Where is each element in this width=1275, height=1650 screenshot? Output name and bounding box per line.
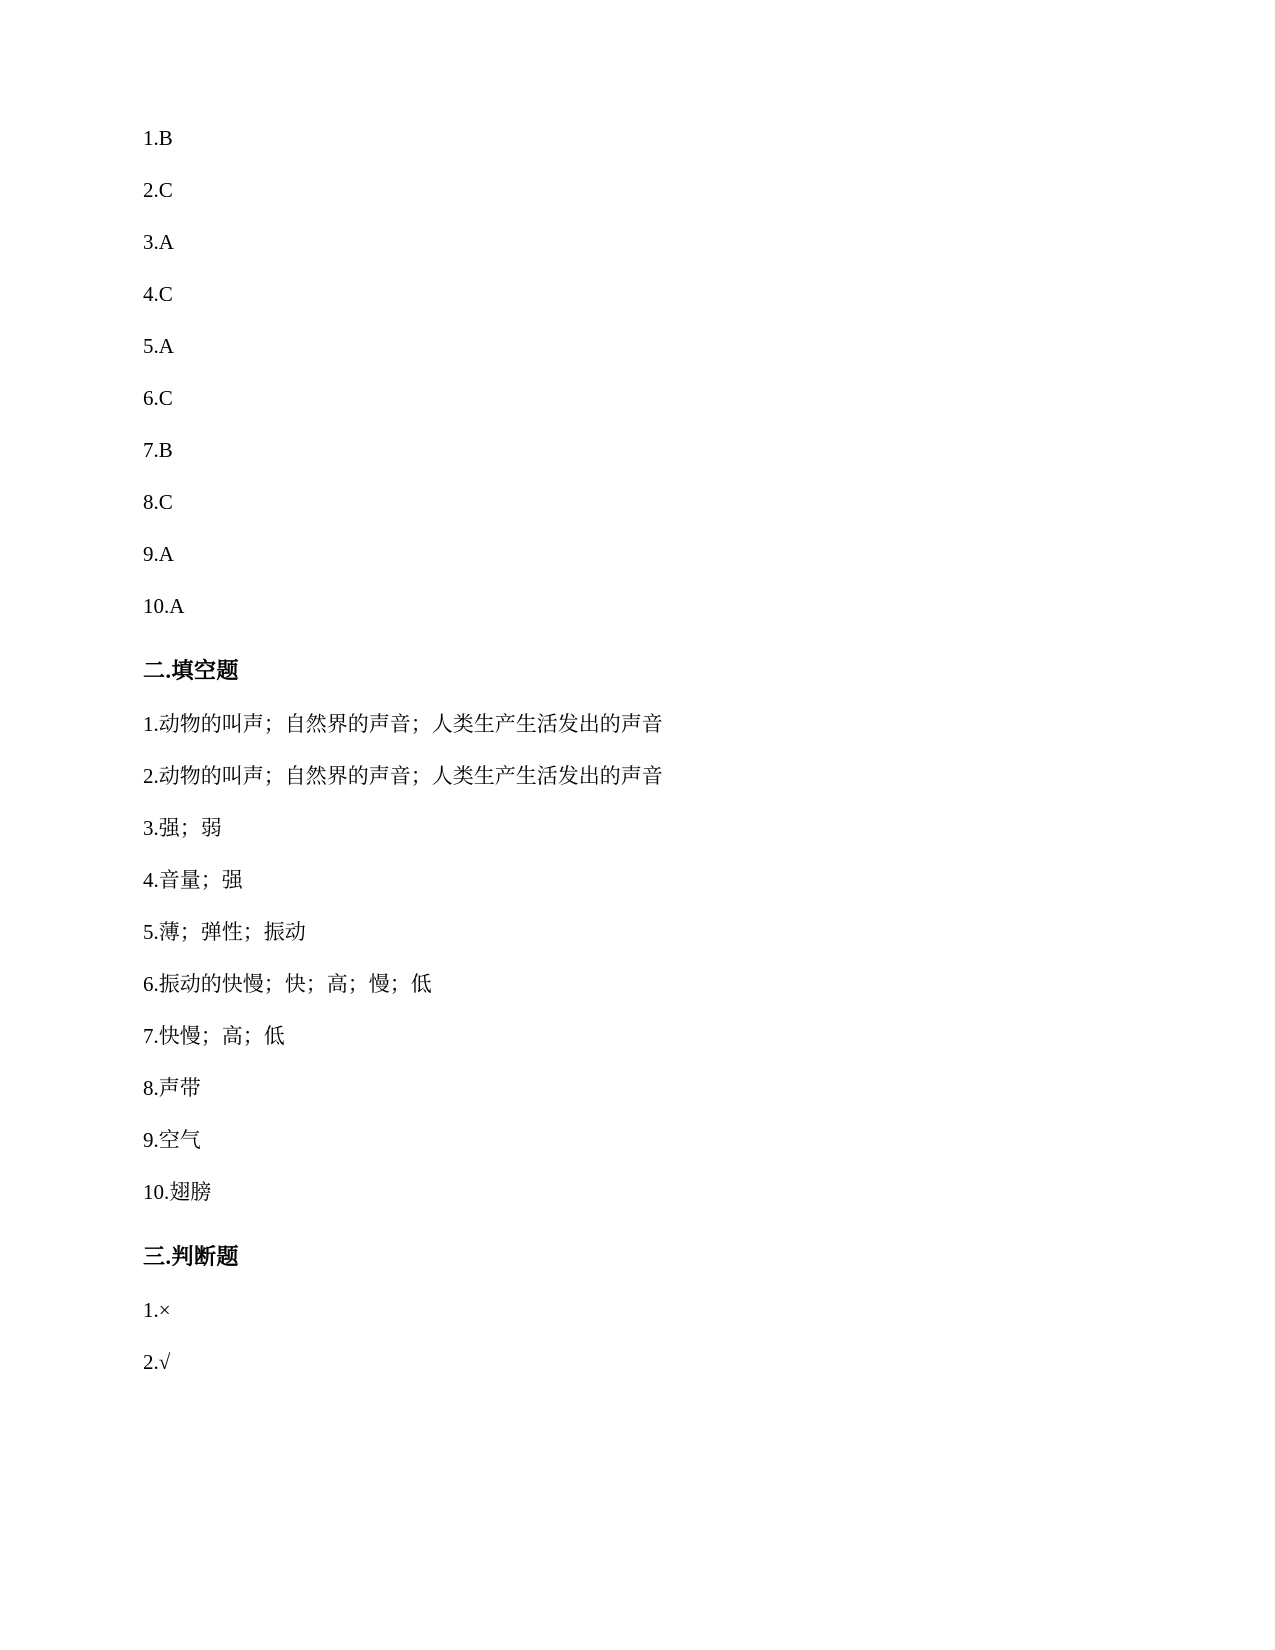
answer-line: 1.动物的叫声；自然界的声音；人类生产生活发出的声音: [143, 712, 663, 736]
answer-line: 4.音量；强: [143, 868, 243, 892]
answer-line: 7.B: [143, 438, 173, 462]
fill-in-blank-answers-block: [143, 714, 1125, 1203]
answer-line: 3.A: [143, 230, 174, 254]
answer-line: 2.C: [143, 178, 173, 202]
section-heading-true-false: 三.判断题: [143, 1244, 240, 1269]
answer-line: 6.振动的快慢；快；高；慢；低: [143, 972, 432, 996]
answer-line: 8.声带: [143, 1076, 201, 1100]
answer-line: 10.A: [143, 594, 185, 618]
true-false-answers-block: [143, 1300, 1125, 1373]
answer-line: 1.×: [143, 1298, 171, 1322]
answer-line: 6.C: [143, 386, 173, 410]
answer-line: 7.快慢；高；低: [143, 1024, 285, 1048]
answer-line: 10.翅膀: [143, 1180, 212, 1204]
answer-line: 5.A: [143, 334, 174, 358]
answer-line: 5.薄；弹性；振动: [143, 920, 306, 944]
answer-line: 2.动物的叫声；自然界的声音；人类生产生活发出的声音: [143, 764, 663, 788]
spacer: [143, 648, 1125, 660]
section-heading-fill-in-blank: 二.填空题: [143, 658, 240, 683]
choice-answers-block: [143, 128, 1125, 617]
answer-line: 9.空气: [143, 1128, 201, 1152]
answer-line: 3.强；弱: [143, 816, 222, 840]
spacer: [143, 1234, 1125, 1246]
answer-line: 2.√: [143, 1350, 171, 1374]
answer-line: 9.A: [143, 542, 174, 566]
answer-line: 4.C: [143, 282, 173, 306]
answer-line: 8.C: [143, 490, 173, 514]
answer-line: 1.B: [143, 126, 173, 150]
